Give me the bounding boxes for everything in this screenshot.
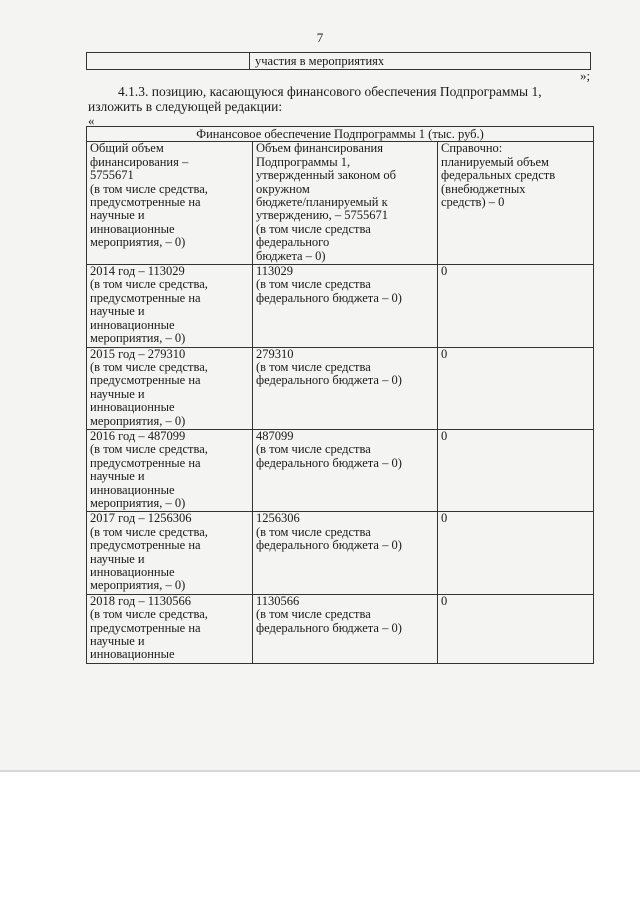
- cell-line: (в том числе средства: [256, 524, 371, 539]
- cell-line: (в том числе средства,: [90, 359, 208, 374]
- cell-line: 2015 год – 279310: [90, 346, 186, 361]
- cell-line: мероприятия, – 0): [90, 331, 186, 346]
- cell-line: 1256306: [256, 511, 300, 526]
- cell-line: предусмотренные на: [90, 195, 201, 210]
- cell-line: научные и: [90, 208, 145, 223]
- column-divider: [249, 53, 250, 69]
- cell-line: предусмотренные на: [90, 373, 201, 388]
- cell-line: мероприятия, – 0): [90, 578, 186, 593]
- cell-line: мероприятия, – 0): [90, 235, 186, 250]
- cell-line: (в том числе средства,: [90, 277, 208, 292]
- cell-line: научные и: [90, 386, 145, 401]
- table-title-row: [87, 127, 594, 142]
- page-number: 7: [316, 30, 324, 45]
- cell-line: предусмотренные на: [90, 290, 201, 305]
- table-cell: [87, 429, 253, 511]
- cell-line: предусмотренные на: [90, 455, 201, 470]
- cell-line: утвержденный законом об: [256, 168, 396, 183]
- cell-line: инновационные: [90, 221, 175, 236]
- cell-line: (в том числе средства: [256, 359, 371, 374]
- cell-line: научные и: [90, 469, 145, 484]
- table-cell: [438, 265, 594, 347]
- cell-line: 487099: [256, 428, 294, 443]
- cell-line: мероприятия, – 0): [90, 495, 186, 510]
- cell-line: федерального бюджета – 0): [256, 538, 402, 553]
- cell-line: (в том числе средства: [256, 442, 371, 457]
- table-title: Финансовое обеспечение Подпрограммы 1 (тыс. руб.): [87, 127, 594, 142]
- opening-quote: «: [88, 113, 95, 128]
- cell-line: (в том числе средства: [256, 607, 371, 622]
- amendment-paragraph: [88, 84, 596, 114]
- cell-line: (в том числе средства,: [90, 442, 208, 457]
- cell-line: средств) – 0: [441, 195, 505, 210]
- table-cell: [253, 429, 438, 511]
- cell-line: 5755671: [90, 168, 134, 183]
- table-cell: [253, 265, 438, 347]
- cell-line: 2016 год – 487099: [90, 428, 186, 443]
- cell-line: научные и: [90, 304, 145, 319]
- header-cell: [253, 142, 438, 265]
- cell-line: 0: [441, 511, 448, 526]
- cell-line: 0: [441, 428, 448, 443]
- header-cell: [438, 142, 594, 265]
- table-cell: [438, 347, 594, 429]
- table-header-row: [87, 142, 594, 265]
- cell-line: окружном: [256, 181, 310, 196]
- cell-line: федеральных средств: [441, 168, 556, 183]
- table-cell: [87, 265, 253, 347]
- cell-line: финансирования –: [90, 154, 189, 169]
- cell-line: инновационные: [90, 317, 175, 332]
- table-row: [87, 265, 594, 347]
- cell-line: Подпрограммы 1,: [256, 154, 351, 169]
- table-cell: [87, 512, 253, 594]
- cell-line: научные и: [90, 551, 145, 566]
- cell-line: бюджета – 0): [256, 248, 326, 263]
- financing-table: [86, 126, 594, 664]
- table-row: [87, 347, 594, 429]
- table-cell: [438, 512, 594, 594]
- cell-line: предусмотренные на: [90, 538, 201, 553]
- cell-line: (в том числе средства: [256, 277, 371, 292]
- cell-line: 279310: [256, 346, 294, 361]
- table-cell: [438, 429, 594, 511]
- table-row: [87, 594, 594, 663]
- table-cell: [253, 512, 438, 594]
- cell-line: планируемый объем: [441, 154, 549, 169]
- cell-line: утверждению, – 5755671: [256, 208, 388, 223]
- paragraph-line: 4.1.3. позицию, касающуюся финансового обеспечения Подпрограммы 1,: [118, 84, 542, 99]
- cell-line: (в том числе средства: [256, 221, 371, 236]
- cell-line: 1130566: [256, 593, 300, 608]
- table-cell: [87, 347, 253, 429]
- cell-line: (в том числе средства,: [90, 181, 208, 196]
- continued-table-row: [86, 52, 591, 70]
- cell-line: 2018 год – 1130566: [90, 593, 191, 608]
- cell-line: (внебюджетных: [441, 181, 526, 196]
- cell-line: (в том числе средства,: [90, 607, 208, 622]
- cell-line: Общий объем: [90, 141, 164, 156]
- cell-line: научные и: [90, 634, 145, 649]
- cell-line: инновационные: [90, 647, 175, 662]
- table-cell: [87, 594, 253, 663]
- cell-line: федерального: [256, 235, 330, 250]
- table-cell: [253, 347, 438, 429]
- cell-line: инновационные: [90, 565, 175, 579]
- cell-line: 2017 год – 1256306: [90, 511, 192, 526]
- table-cell: [253, 594, 438, 663]
- closing-quote: »;: [580, 68, 591, 83]
- paragraph-line: изложить в следующей редакции:: [88, 99, 283, 114]
- cell-line: (в том числе средства,: [90, 524, 208, 539]
- cell-line: 2014 год – 113029: [90, 264, 185, 279]
- table-row: [87, 512, 594, 594]
- cell-line: инновационные: [90, 400, 175, 415]
- cell-line: 0: [441, 264, 448, 279]
- table-cell: [438, 594, 594, 663]
- cell-line: инновационные: [90, 482, 175, 497]
- cell-line: 0: [441, 346, 448, 361]
- cell-line: бюджете/планируемый к: [256, 195, 388, 210]
- top-row-text: участия в мероприятиях: [255, 54, 385, 68]
- header-cell: [87, 142, 253, 265]
- table-row: [87, 429, 594, 511]
- cell-line: мероприятия, – 0): [90, 413, 186, 428]
- cell-line: федерального бюджета – 0): [256, 620, 402, 635]
- cell-line: Объем финансирования: [256, 141, 383, 156]
- cell-line: Справочно:: [441, 141, 503, 156]
- cell-line: федерального бюджета – 0): [256, 373, 402, 388]
- cell-line: 0: [441, 593, 448, 608]
- cell-line: федерального бюджета – 0): [256, 290, 402, 305]
- cell-line: предусмотренные на: [90, 620, 201, 635]
- cell-line: 113029: [256, 264, 294, 279]
- cell-line: федерального бюджета – 0): [256, 455, 402, 470]
